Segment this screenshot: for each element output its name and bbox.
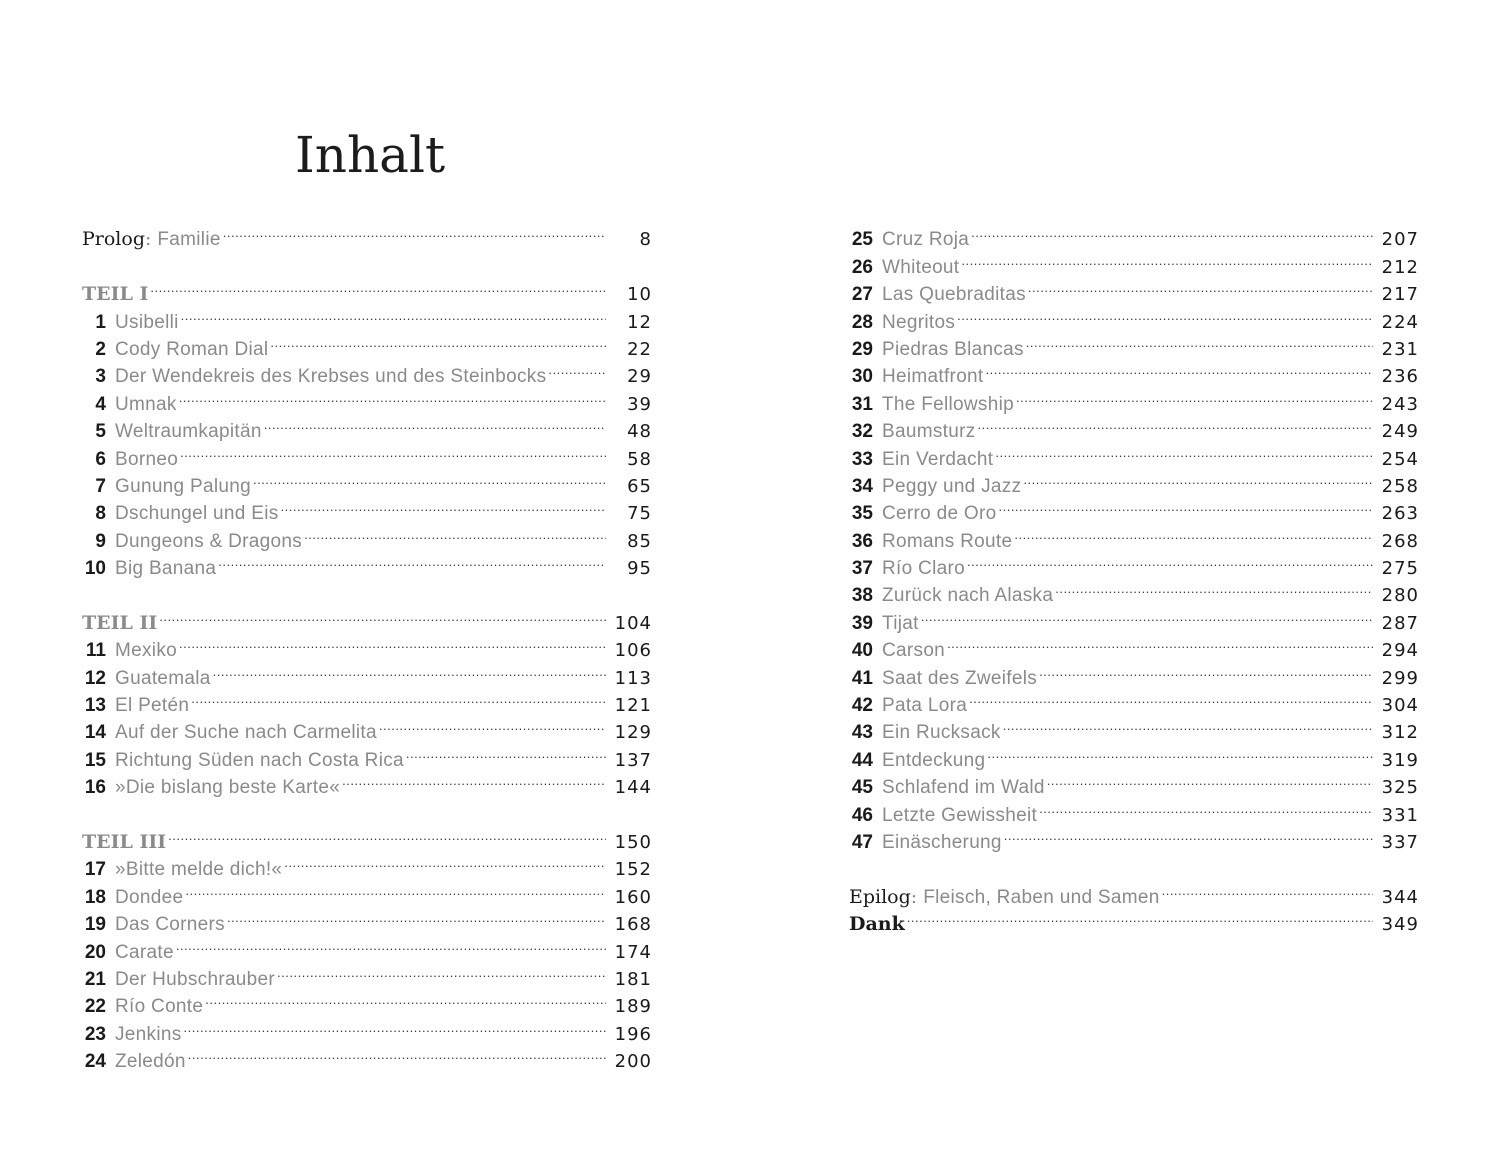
leader-dots <box>907 903 1373 930</box>
leader-dots <box>548 355 606 382</box>
chapter-number: 30 <box>851 366 873 388</box>
leader-dots <box>1055 574 1373 601</box>
chapter-title: Usibelli <box>115 311 179 333</box>
chapter-number: 43 <box>851 722 873 744</box>
toc-part-3[interactable] <box>82 821 652 853</box>
chapter-number: 4 <box>95 393 106 415</box>
chapter-number: 14 <box>84 722 106 744</box>
chapter-number: 22 <box>84 996 106 1018</box>
chapter-title: Carate <box>115 941 174 963</box>
part-1-page: 10 <box>627 284 652 306</box>
chapter-title: Cruz Roja <box>882 229 970 251</box>
chapter-page: 75 <box>627 503 652 525</box>
leader-dots <box>961 245 1373 272</box>
chapter-number: 34 <box>851 475 873 497</box>
chapter-page: 268 <box>1381 530 1419 552</box>
chapter-title: Borneo <box>115 448 179 470</box>
toc-part-1[interactable] <box>82 273 652 306</box>
chapter-number: 13 <box>84 695 106 717</box>
toc-chapter-entry[interactable] <box>82 629 652 662</box>
chapter-number: 42 <box>851 695 873 717</box>
chapter-number: 38 <box>851 585 873 607</box>
chapter-title: Baumsturz <box>882 421 976 443</box>
chapter-page: 39 <box>627 393 652 415</box>
leader-dots <box>253 465 606 492</box>
chapter-title: Río Claro <box>882 558 965 580</box>
leader-dots <box>179 382 606 409</box>
chapter-number: 6 <box>95 448 106 470</box>
part-3-chapter-list <box>82 848 652 1073</box>
toc-chapter-entry[interactable] <box>82 300 652 333</box>
chapter-number: 17 <box>84 859 106 881</box>
chapter-number: 47 <box>851 831 873 853</box>
chapter-number: 44 <box>851 749 873 771</box>
leader-dots <box>967 547 1373 574</box>
chapter-title: Cody Roman Dial <box>115 338 269 360</box>
chapter-title: Heimatfront <box>882 366 984 388</box>
leader-dots <box>284 848 606 875</box>
chapter-title: »Die bislang beste Karte« <box>115 777 341 799</box>
leader-dots <box>1003 711 1373 738</box>
chapter-number: 33 <box>851 448 873 470</box>
toc-chapter-entry[interactable] <box>82 848 652 881</box>
chapter-page: 236 <box>1381 366 1419 388</box>
leader-dots <box>1026 328 1373 355</box>
leader-dots <box>270 328 606 355</box>
part-3-page: 150 <box>614 831 652 853</box>
chapter-page: 200 <box>614 1051 652 1073</box>
chapter-title: Dschungel und Eis <box>115 503 279 525</box>
leader-dots <box>213 656 606 683</box>
chapter-number: 16 <box>84 777 106 799</box>
chapter-title: Dondee <box>115 886 184 908</box>
leader-dots <box>168 821 606 848</box>
leader-dots <box>281 492 606 519</box>
chapter-page: 263 <box>1381 503 1419 525</box>
prolog-page: 8 <box>639 229 652 251</box>
chapter-title: Pata Lora <box>882 695 968 717</box>
chapter-page: 312 <box>1381 722 1419 744</box>
leader-dots <box>150 273 606 300</box>
leader-dots <box>264 410 606 437</box>
chapter-number: 40 <box>851 640 873 662</box>
leader-dots <box>176 930 606 957</box>
dank-page: 349 <box>1381 914 1419 936</box>
chapter-number: 46 <box>851 804 873 826</box>
chapter-page: 106 <box>614 640 652 662</box>
chapter-title: Ein Rucksack <box>882 722 1001 744</box>
chapter-page: 58 <box>627 448 652 470</box>
chapter-title: Las Quebraditas <box>882 284 1026 306</box>
chapter-title: Auf der Suche nach Carmelita <box>115 722 377 744</box>
chapter-title: Piedras Blancas <box>882 338 1024 360</box>
chapter-title: Carson <box>882 640 946 662</box>
leader-dots <box>277 958 606 985</box>
toc-left-column <box>82 218 652 1073</box>
leader-dots <box>971 218 1373 245</box>
leader-dots <box>181 300 606 327</box>
leader-dots <box>1162 875 1373 902</box>
chapter-title: Schlafend im Wald <box>882 777 1045 799</box>
leader-dots <box>304 519 606 546</box>
chapter-title: Einäscherung <box>882 831 1002 853</box>
leader-dots <box>223 218 606 245</box>
leader-dots <box>184 1012 606 1039</box>
chapter-page: 129 <box>614 722 652 744</box>
chapter-title: Whiteout <box>882 256 960 278</box>
part-1-label: TEIL I <box>82 283 149 306</box>
chapter-page: 160 <box>614 886 652 908</box>
leader-dots <box>1028 273 1373 300</box>
leader-dots <box>191 684 606 711</box>
chapter-title: The Fellowship <box>882 393 1014 415</box>
epilog-separator: : <box>910 885 918 908</box>
chapter-page: 207 <box>1381 229 1419 251</box>
leader-dots <box>957 300 1373 327</box>
chapter-title: Weltraumkapitän <box>115 421 262 443</box>
leader-dots <box>185 875 606 902</box>
leader-dots <box>978 410 1373 437</box>
toc-chapter-entry[interactable] <box>849 601 1419 634</box>
chapter-page: 168 <box>614 914 652 936</box>
chapter-title: Río Conte <box>115 996 204 1018</box>
chapter-page: 254 <box>1381 448 1419 470</box>
prolog-separator: : <box>144 228 152 251</box>
chapter-number: 1 <box>95 311 106 333</box>
toc-entry-epilog[interactable] <box>849 875 1419 908</box>
leader-dots <box>998 492 1373 519</box>
leader-dots <box>1047 766 1373 793</box>
chapter-title: Big Banana <box>115 558 217 580</box>
leader-dots <box>218 547 606 574</box>
chapter-number: 26 <box>851 256 873 278</box>
chapter-page: 217 <box>1381 284 1419 306</box>
epilog-title: Fleisch, Raben und Samen <box>923 886 1160 908</box>
chapter-title: Zeledón <box>115 1051 186 1073</box>
chapter-page: 22 <box>627 338 652 360</box>
chapter-number: 18 <box>84 886 106 908</box>
chapter-title: Romans Route <box>882 530 1013 552</box>
chapter-number: 29 <box>851 338 873 360</box>
chapter-number: 9 <box>95 530 106 552</box>
chapter-title: Zurück nach Alaska <box>882 585 1054 607</box>
chapter-title: Das Corners <box>115 914 225 936</box>
chapter-number: 36 <box>851 530 873 552</box>
chapter-title: Mexiko <box>115 640 177 662</box>
chapter-page: 258 <box>1381 475 1419 497</box>
chapter-page: 280 <box>1381 585 1419 607</box>
part-3-label: TEIL III <box>82 830 167 853</box>
chapter-page: 231 <box>1381 338 1419 360</box>
chapter-number: 8 <box>95 503 106 525</box>
chapter-number: 19 <box>84 914 106 936</box>
chapter-number: 35 <box>851 503 873 525</box>
chapter-number: 5 <box>95 421 106 443</box>
toc-entry-dank[interactable] <box>849 903 1419 936</box>
chapter-title: Cerro de Oro <box>882 503 997 525</box>
chapter-page: 152 <box>614 859 652 881</box>
chapter-page: 325 <box>1381 777 1419 799</box>
chapter-page: 337 <box>1381 831 1419 853</box>
toc-entry-prolog[interactable] <box>82 218 652 251</box>
chapter-page: 319 <box>1381 749 1419 771</box>
leader-dots <box>1023 465 1373 492</box>
leader-dots <box>1016 382 1373 409</box>
leader-dots <box>1039 656 1373 683</box>
leader-dots <box>947 629 1373 656</box>
chapter-page: 95 <box>627 558 652 580</box>
toc-chapter-entry[interactable] <box>849 218 1419 251</box>
part-2-chapter-list <box>82 629 652 799</box>
prolog-label: Prolog <box>82 228 145 251</box>
chapter-number: 25 <box>851 229 873 251</box>
leader-dots <box>180 437 606 464</box>
chapter-page: 294 <box>1381 640 1419 662</box>
leader-dots <box>159 601 606 628</box>
chapter-page: 304 <box>1381 695 1419 717</box>
chapter-number: 37 <box>851 558 873 580</box>
leader-dots <box>969 684 1373 711</box>
chapter-number: 21 <box>84 968 106 990</box>
chapter-number: 32 <box>851 421 873 443</box>
leader-dots <box>986 355 1373 382</box>
chapter-page: 331 <box>1381 804 1419 826</box>
leader-dots <box>342 766 606 793</box>
chapter-page: 113 <box>614 667 652 689</box>
part-1-chapter-list <box>82 300 652 580</box>
chapter-page: 196 <box>614 1023 652 1045</box>
chapter-page: 137 <box>614 749 652 771</box>
chapter-number: 31 <box>851 393 873 415</box>
chapter-number: 15 <box>84 749 106 771</box>
chapter-title: Jenkins <box>115 1023 182 1045</box>
leader-dots <box>1039 793 1373 820</box>
leader-dots <box>406 738 606 765</box>
chapter-number: 23 <box>84 1023 106 1045</box>
chapter-title: Saat des Zweifels <box>882 667 1038 689</box>
leader-dots <box>995 437 1373 464</box>
chapter-number: 20 <box>84 941 106 963</box>
chapter-title: Entdeckung <box>882 749 986 771</box>
chapter-number: 2 <box>95 338 106 360</box>
chapter-page: 224 <box>1381 311 1419 333</box>
leader-dots <box>379 711 606 738</box>
chapter-page: 249 <box>1381 421 1419 443</box>
leader-dots <box>1004 821 1373 848</box>
chapter-page: 275 <box>1381 558 1419 580</box>
chapter-title: Dungeons & Dragons <box>115 530 303 552</box>
chapter-number: 11 <box>85 640 106 662</box>
part-2-page: 104 <box>614 612 652 634</box>
chapter-number: 28 <box>851 311 873 333</box>
chapter-page: 48 <box>627 421 652 443</box>
dank-label: Dank <box>849 913 905 936</box>
chapter-page: 144 <box>614 777 652 799</box>
chapter-title: El Petén <box>115 695 190 717</box>
chapter-number: 41 <box>851 667 873 689</box>
chapter-page: 85 <box>627 530 652 552</box>
chapter-page: 299 <box>1381 667 1419 689</box>
epilog-label: Epilog <box>849 885 911 908</box>
leader-dots <box>179 629 606 656</box>
chapter-title: Negritos <box>882 311 956 333</box>
chapter-number: 39 <box>851 612 873 634</box>
prolog-title: Familie <box>157 229 221 251</box>
toc-chapter-entry[interactable] <box>849 629 1419 662</box>
chapter-page: 121 <box>614 695 652 717</box>
chapter-title: Guatemala <box>115 667 211 689</box>
chapter-number: 45 <box>851 777 873 799</box>
chapter-page: 287 <box>1381 612 1419 634</box>
leader-dots <box>987 738 1373 765</box>
chapter-title: »Bitte melde dich!« <box>115 859 283 881</box>
epilog-page: 344 <box>1381 886 1419 908</box>
chapter-title: Peggy und Jazz <box>882 475 1022 497</box>
chapter-number: 24 <box>84 1051 106 1073</box>
leader-dots <box>921 601 1373 628</box>
chapter-number: 3 <box>95 366 106 388</box>
chapter-page: 29 <box>627 366 652 388</box>
chapter-page: 189 <box>614 996 652 1018</box>
chapter-page: 212 <box>1381 256 1419 278</box>
chapter-title: Richtung Süden nach Costa Rica <box>115 749 404 771</box>
chapter-page: 12 <box>627 311 652 333</box>
leader-dots <box>205 985 606 1012</box>
chapter-page: 243 <box>1381 393 1419 415</box>
chapter-number: 10 <box>84 558 106 580</box>
chapter-page: 174 <box>614 941 652 963</box>
right-chapter-list <box>849 218 1419 853</box>
part-2-label: TEIL II <box>82 611 158 634</box>
page-title: Inhalt <box>295 126 446 184</box>
chapter-title: Ein Verdacht <box>882 448 994 470</box>
chapter-title: Tijat <box>882 612 919 634</box>
chapter-title: Umnak <box>115 393 177 415</box>
chapter-page: 181 <box>614 968 652 990</box>
chapter-page: 65 <box>627 475 652 497</box>
chapter-number: 7 <box>95 475 106 497</box>
toc-right-column <box>849 218 1419 936</box>
chapter-number: 12 <box>84 667 106 689</box>
leader-dots <box>1014 519 1373 546</box>
chapter-title: Gunung Palung <box>115 475 251 497</box>
leader-dots <box>188 1040 606 1067</box>
chapter-number: 27 <box>851 284 873 306</box>
chapter-title: Der Hubschrauber <box>115 968 276 990</box>
toc-part-2[interactable] <box>82 601 652 634</box>
chapter-title: Letzte Gewissheit <box>882 804 1038 826</box>
chapter-title: Der Wendekreis des Krebses und des Steinbocks <box>115 366 547 388</box>
leader-dots <box>227 903 606 930</box>
